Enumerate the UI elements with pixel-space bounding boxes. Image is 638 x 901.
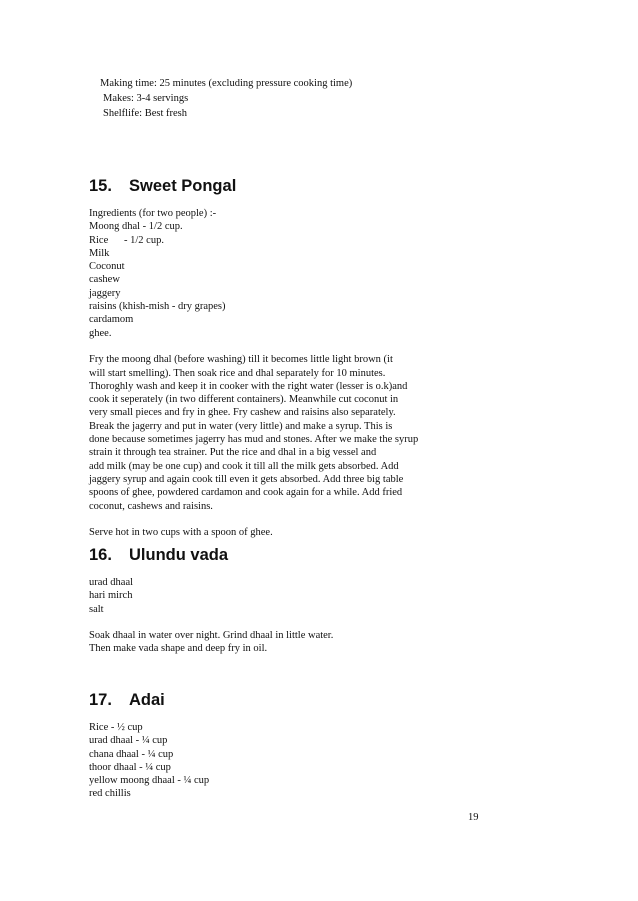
method-line: very small pieces and fry in ghee. Fry cashew and raisins also separately. bbox=[89, 407, 396, 419]
section-number: 16. bbox=[89, 546, 112, 564]
serving-note bbox=[89, 526, 549, 539]
method-line: done because sometimes jagerry has mud and stones. After we make the syrup bbox=[89, 434, 419, 446]
ingredient-list bbox=[89, 721, 549, 801]
method-paragraph bbox=[89, 353, 549, 513]
ingredient-line: Milk bbox=[89, 247, 110, 259]
section-heading bbox=[89, 690, 549, 710]
ingredient-line: chana dhaal - ¼ cup bbox=[89, 748, 174, 760]
serving-line: Serve hot in two cups with a spoon of ghee. bbox=[89, 527, 273, 539]
section-title: Adai bbox=[129, 691, 165, 709]
method-line: Soak dhaal in water over night. Grind dhaal in little water. bbox=[89, 630, 334, 642]
ingredient-line: yellow moong dhaal - ¼ cup bbox=[89, 775, 210, 787]
ingredient-line: urad dhaal - ¼ cup bbox=[89, 735, 168, 747]
ingredient-line: Rice - 1/2 cup. bbox=[89, 234, 164, 246]
method-line: spoons of ghee, powdered cardamon and cook again for a while. Add fried bbox=[89, 487, 403, 499]
method-line: Then make vada shape and deep fry in oil. bbox=[89, 643, 268, 655]
ingredient-line: red chillis bbox=[89, 788, 131, 800]
ingredient-line: ghee. bbox=[89, 327, 112, 339]
method-line: Thoroghly wash and keep it in cooker with the right water (lesser is o.k)and bbox=[89, 380, 408, 392]
method-line: coconut, cashews and raisins. bbox=[89, 500, 213, 512]
ingredient-line: cardamom bbox=[89, 314, 134, 326]
recipe-info-block bbox=[100, 76, 352, 121]
section-title: Ulundu vada bbox=[129, 546, 229, 564]
method-line: Fry the moong dhal (before washing) till it becomes little light brown (it bbox=[89, 354, 393, 366]
ingredient-line: urad dhaal bbox=[89, 577, 134, 588]
ingredient-line: raisins (khish-mish - dry grapes) bbox=[89, 301, 226, 313]
method-paragraph bbox=[89, 629, 549, 656]
recipe-section-sweet-pongal bbox=[89, 176, 549, 539]
section-heading bbox=[89, 545, 549, 565]
making-time-text: Making time: 25 minutes (excluding pressure cooking time) bbox=[100, 78, 353, 89]
ingredient-list bbox=[89, 576, 549, 616]
section-number: 15. bbox=[89, 177, 112, 195]
recipe-section-adai bbox=[89, 690, 549, 801]
page-number: 19 bbox=[468, 812, 479, 823]
ingredient-list bbox=[89, 207, 549, 340]
ingredient-line: thoor dhaal - ¼ cup bbox=[89, 761, 171, 773]
servings-text: Makes: 3-4 servings bbox=[103, 93, 189, 104]
ingredient-line: salt bbox=[89, 603, 104, 615]
section-heading bbox=[89, 176, 549, 196]
method-line: jaggery syrup and again cook till even it gets absorbed. Add three big table bbox=[89, 473, 404, 485]
section-number: 17. bbox=[89, 691, 112, 709]
ingredient-line: Rice - ½ cup bbox=[89, 722, 143, 733]
ingredient-line: Coconut bbox=[89, 261, 125, 273]
method-line: cook it seperately (in two different containers). Meanwhile cut coconut in bbox=[89, 394, 399, 406]
method-line: will start smelling). Then soak rice and dhal separately for 10 minutes. bbox=[89, 367, 386, 379]
method-line: strain it through tea strainer. Put the rice and dhal in a big vessel and bbox=[89, 447, 377, 459]
ingredient-line: Ingredients (for two people) :- bbox=[89, 208, 217, 219]
recipe-section-ulundu-vada bbox=[89, 545, 549, 656]
method-line: Break the jagerry and put in water (very little) and make a syrup. This is bbox=[89, 420, 393, 432]
shelflife-text: Shelflife: Best fresh bbox=[103, 108, 187, 119]
method-line: add milk (may be one cup) and cook it till all the milk gets absorbed. Add bbox=[89, 460, 399, 472]
ingredient-line: hari mirch bbox=[89, 590, 133, 602]
section-title: Sweet Pongal bbox=[129, 177, 237, 195]
ingredient-line: Moong dhal - 1/2 cup. bbox=[89, 221, 183, 233]
ingredient-line: cashew bbox=[89, 274, 120, 286]
ingredient-line: jaggery bbox=[89, 287, 121, 299]
